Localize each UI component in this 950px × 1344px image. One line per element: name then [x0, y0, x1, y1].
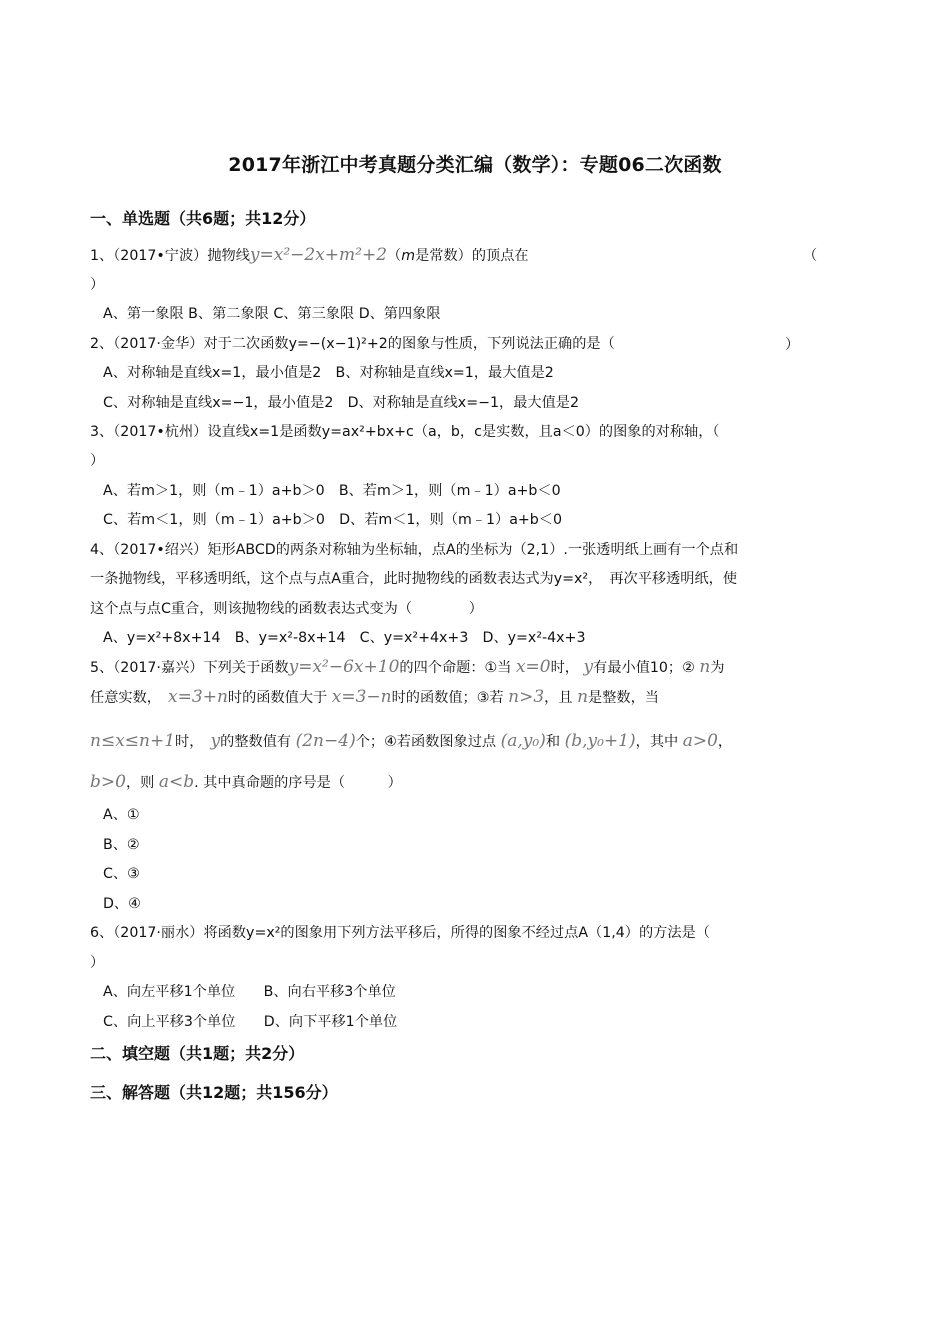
q2-options-ab: A、对称轴是直线x=1，最小值是2 B、对称轴是直线x=1，最大值是2 [103, 365, 554, 381]
q5-option-d: D、④ [103, 896, 141, 912]
q6-paren-close: ） [90, 955, 105, 971]
q6-options-ab: A、向左平移1个单位 B、向右平移3个单位 [103, 984, 396, 1000]
q5-text-r: . 其中真命题的序号是（ ） [194, 775, 402, 791]
q3-options-ab: A、若m＞1，则（m﹣1）a+b＞0 B、若m＞1，则（m﹣1）a+b＜0 [103, 483, 561, 499]
q3-options-cd: C、若m＜1，则（m﹣1）a+b＞0 D、若m＜1，则（m﹣1）a+b＜0 [103, 512, 563, 528]
page-title: 2017年浙江中考真题分类汇编（数学）：专题06二次函数 [228, 154, 722, 176]
q1-mid1: （ [387, 248, 402, 264]
q5-text-n: 和 [545, 734, 561, 750]
question-4-line-1: 4、（2017•绍兴）矩形ABCD的两条对称轴为坐标轴，点A的坐标为（2,1）.一张透明纸上画有一个点和 [90, 542, 739, 558]
question-3-stem: 3、（2017•杭州）设直线x=1是函数y=ax²+bx+c（a，b，c是实数，且a＜0）的图象的对称轴，（ [90, 424, 720, 440]
q5-formula-altb: a<b [158, 772, 195, 792]
q5-text-i: ，且 [544, 690, 573, 706]
q1-paren-open: （ [803, 248, 818, 264]
section-heading-solve: 三、解答题（共12题；共156分） [90, 1083, 338, 1102]
q5-text-j: 是整数，当 [588, 690, 659, 706]
q1-paren-close: ） [90, 277, 105, 293]
q4-options: A、y=x²+8x+14 B、y=x²-8x+14 C、y=x²+4x+3 D、y=x²-4x+3 [103, 630, 586, 646]
q1-prefix: 1、（2017•宁波）抛物线 [90, 248, 250, 264]
q5-text-d: 有最小值10；② [593, 660, 695, 676]
q5-text-e: 为 [710, 660, 725, 676]
q5-formula-x3mn: x=3−n [331, 687, 392, 707]
question-6-stem: 6、（2017·丽水）将函数y=x²的图象用下列方法平移后，所得的图象不经过点A（1,4）的方法是（ [90, 925, 710, 941]
question-5-line-3 [90, 728, 732, 755]
q5-formula-n: n [699, 657, 711, 677]
section-heading-single-choice: 一、单选题（共6题；共12分） [90, 209, 316, 228]
q1-options: A、第一象限 B、第二象限 C、第三象限 D、第四象限 [103, 306, 441, 322]
q5-text-p: ， [717, 734, 733, 750]
question-4-line-2: 一条抛物线，平移透明纸，这个点与点A重合，此时抛物线的函数表达式为y=x²， 再次平移透明纸，使 [90, 571, 738, 587]
q5-text-k: 时， [175, 734, 197, 750]
q5-option-a: A、① [103, 807, 140, 823]
q5-text-f: 任意实数， [90, 690, 154, 706]
q2-options-cd: C、对称轴是直线x=−1，最小值是2 D、对称轴是直线x=−1，最大值是2 [103, 395, 579, 411]
q5-formula-x0: x=0 [515, 657, 551, 677]
q5-formula-n2: n [577, 687, 589, 707]
q5-text-a: 5、（2017·嘉兴）下列关于函数 [90, 660, 289, 676]
question-2-stem: 2、（2017·金华）对于二次函数y=−(x−1)²+2的图象与性质，下列说法正确的是（ [90, 336, 615, 352]
q5-formula-point-a: (a,y₀) [500, 731, 546, 751]
q5-formula-agt0: a>0 [682, 731, 718, 751]
q1-mid2: 是常数）的顶点在 [415, 248, 529, 264]
question-4-line-3: 这个点与点C重合，则该抛物线的函数表达式变为（ ） [90, 601, 483, 617]
q5-option-b: B、② [103, 837, 140, 853]
q5-text-o: ，其中 [635, 734, 679, 750]
q5-text-b: 的四个命题：①当 [399, 660, 512, 676]
q6-options-cd: C、向上平移3个单位 D、向下平移1个单位 [103, 1014, 398, 1030]
q5-option-c: C、③ [103, 866, 140, 882]
q3-paren-close: ） [90, 453, 105, 469]
q5-text-h: 时的函数值；③若 [391, 690, 504, 706]
q5-formula-x3pn: x=3+n [168, 687, 228, 707]
question-5-line-4 [90, 772, 402, 793]
q5-formula-y: y [583, 657, 594, 677]
q2-paren-close: ） [785, 337, 800, 353]
q5-formula-function: y=x²−6x+10 [288, 657, 400, 677]
question-5-line-2 [90, 687, 659, 708]
question-1-stem [90, 245, 529, 266]
q5-text-m: 个；④若函数图象过点 [355, 734, 497, 750]
q5-formula-range: n≤x≤n+1 [90, 731, 176, 751]
q5-text-l: 的整数值有 [220, 734, 292, 750]
question-5-line-1 [90, 657, 725, 678]
q5-text-g: 时的函数值大于 [227, 690, 328, 706]
q1-formula: y=x²−2x+m²+2 [249, 245, 388, 265]
q5-formula-count: (2n−4) [295, 731, 356, 751]
q5-formula-y2: y [210, 731, 221, 751]
q5-text-q: ，则 [125, 775, 155, 791]
section-heading-fill-in: 二、填空题（共1题；共2分） [90, 1044, 305, 1063]
q5-formula-point-b: (b,y₀+1) [564, 731, 636, 751]
q5-formula-bgt0: b>0 [90, 772, 126, 792]
q1-var-m: m [401, 248, 416, 264]
q5-formula-ngt3: n>3 [508, 687, 545, 707]
q5-text-c: 时， [550, 660, 579, 676]
